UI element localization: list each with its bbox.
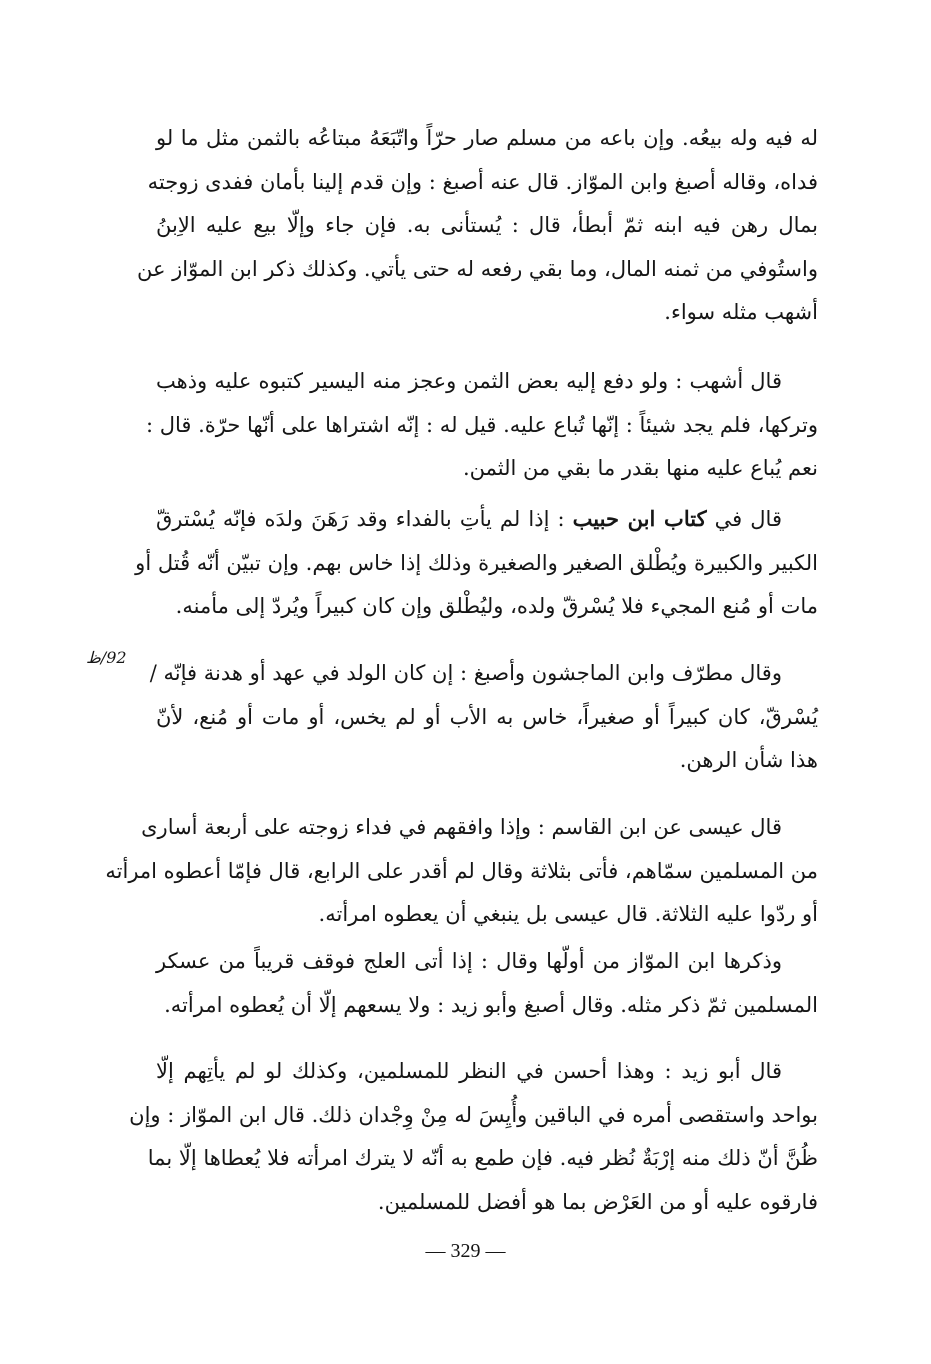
margin-folio-note: 92/ظ bbox=[86, 648, 127, 667]
text-line: من المسلمين سمّاهم، فأتى بثلاثة وقال لم أقدر على الرابع، قال فإمّا أعطوه امرأته bbox=[105, 858, 818, 883]
text-line: واستُوفي من ثمنه المال، وما بقي رفعه له حتى يأتي. وكذلك ذكر ابن الموّاز عن bbox=[136, 256, 818, 281]
page-number: — 329 — bbox=[425, 1240, 506, 1262]
paragraph-2 bbox=[145, 360, 818, 491]
text-line: وتركها، فلم يجد شيئاً : إنّها تُباع عليه. قيل له : إنّه اشتراها على أنّها حرّة. قال : bbox=[145, 412, 818, 437]
text-line: قال عيسى عن ابن القاسم : وإذا وافقهم في فداء زوجته على أربعة أسارى bbox=[141, 815, 782, 839]
text-line: وذكرها ابن الموّاز من أولّها وقال : إذا أتى العلج فوقف قريباً من عسكر bbox=[156, 949, 782, 973]
text-line: وقال مطرّف وابن الماجشون وأصبغ : إن كان الولد في عهد أو هدنة فإنّه / bbox=[149, 661, 782, 685]
text-run: : إذا لم يأتِ بالفداء وقد رَهَنَ ولدَه فإنّه يُسْترقّ bbox=[156, 507, 573, 531]
text-run: قال في bbox=[706, 507, 782, 531]
text-line: فارقوه عليه أو من العَرْض بما هو أفضل للمسلمين. bbox=[377, 1189, 818, 1214]
paragraph-3 bbox=[135, 497, 818, 629]
text-line: فداه، وقاله أصبغ وابن الموّاز. قال عنه أصبغ : وإن قدم إلينا بأمان ففدى زوجته bbox=[147, 169, 818, 194]
text-line: أو ردّوا عليه الثلاثة. قال عيسى بل ينبغي أن يعطوه امرأته. bbox=[318, 902, 818, 927]
paragraph-4 bbox=[149, 652, 818, 783]
text-line: قال أشهب : ولو دفع إليه بعض الثمن وعجز منه اليسير كتبوه عليه وذهب bbox=[156, 369, 782, 393]
text-line: المسلمين ثمّ ذكر مثله. وقال أصبغ وأبو زيد : ولا يسعهم إلّا أن يُعطوه امرأته. bbox=[164, 992, 818, 1017]
text-line: بواحد واستقصى أمره في الباقين وأُيِسَ له مِنْ وِجْدان ذلك. قال ابن الموّاز : وإن bbox=[129, 1102, 818, 1127]
text-line: ظُنَّ أنّ ذلك منه إرْبَةٌ نُظر فيه. فإن طمع به أنّه لا يترك امرأته فلا يُعطاها إلّا بما bbox=[147, 1146, 818, 1171]
text-line: هذا شأن الرهن. bbox=[679, 748, 818, 773]
text-line: نعم يُباع عليه منها بقدر ما بقي من الثمن. bbox=[462, 456, 818, 481]
text-line bbox=[156, 497, 818, 542]
book-title: كتاب ابن حبيب bbox=[572, 506, 707, 531]
text-line: أشهب مثله سواء. bbox=[664, 300, 818, 325]
paragraph-5 bbox=[105, 806, 818, 937]
paragraph-1 bbox=[136, 117, 818, 335]
text-line: مات أو مُنع المجيء فلا يُسْرقّ ولده، وليُطْلق وإن كان كبيراً ويُردّ إلى مأمنه. bbox=[175, 594, 818, 619]
text-line: قال أبو زيد : وهذا أحسن في النظر للمسلمين، وكذلك لو لم يأتِهم إلّا bbox=[156, 1059, 782, 1083]
paragraph-6 bbox=[156, 940, 818, 1027]
paragraph-7 bbox=[129, 1050, 818, 1224]
text-line: يُسْرقّ، كان كبيراً أو صغيراً، خاس به الأب أو لم يخس، أو مات أو مُنع، لأنّ bbox=[156, 704, 818, 729]
text-line: له فيه وله بيعُه. وإن باعه من مسلم صار حرّاً واتّبَعَهُ مبتاعُه بالثمن مثل ما لو bbox=[156, 126, 818, 150]
text-line: الكبير والكبيرة ويُطْلق الصغير والصغيرة وذلك إذا خاس بهم. وإن تبيّن أنّه قُتل أو bbox=[135, 550, 818, 575]
text-line: بمال رهن فيه ابنه ثمّ أبطأ، قال : يُستأنى به. فإن جاء وإلّا بيع عليه الاِبنُ bbox=[156, 213, 818, 238]
